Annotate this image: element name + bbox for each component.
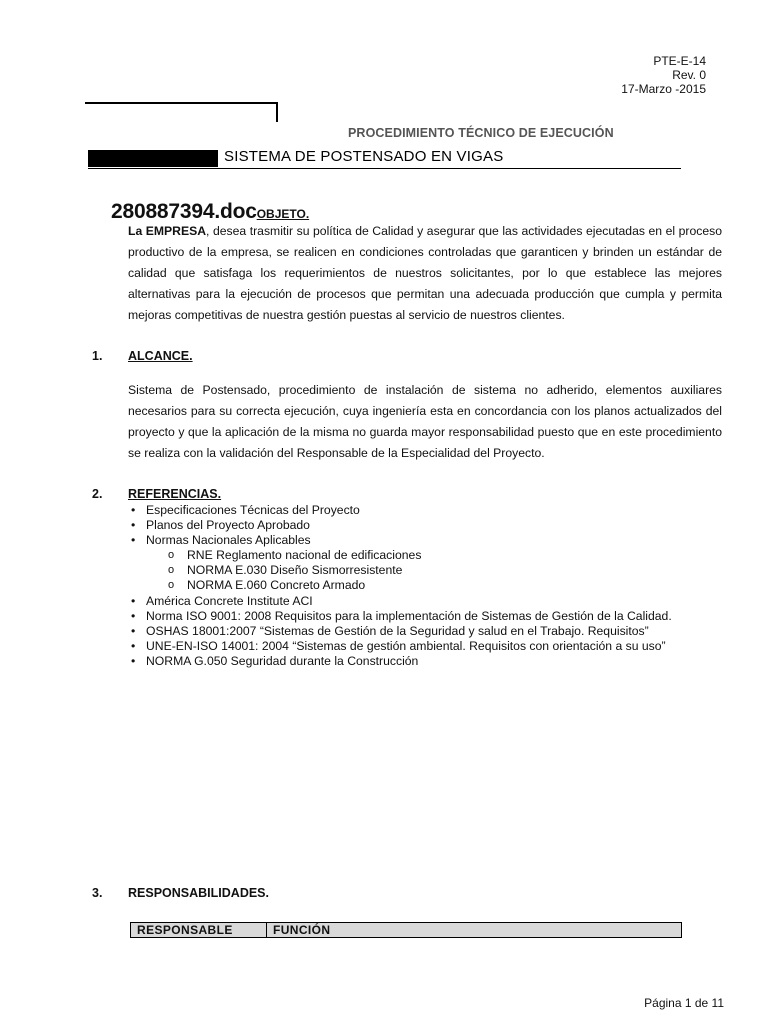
objeto-text: , desea trasmitir su política de Calidad y asegurar que las actividades ejecutadas en el proceso productivo de la empresa, se realicen en condiciones controladas que garanticen y brinden un estándar de calidad que satisfaga los requerimientos de nuestros solicitantes, por lo que establece las mejores alternativas para la ejecución de procesos que permitan una adecuada producción que cumpla y permita mejoras competitivas de nuestra gestión puestas al servicio de nuestros clientes. [128, 224, 722, 322]
system-title: SISTEMA DE POSTENSADO EN VIGAS [224, 148, 504, 165]
bullet-icon: • [131, 624, 136, 638]
sub-list-item: o NORMA E.060 Concreto Armado [168, 578, 366, 592]
sub-list-item: o NORMA E.030 Diseño Sismorresistente [168, 563, 403, 577]
table-header-responsable: RESPONSABLE [131, 923, 267, 937]
table-header-funcion: FUNCIÓN [273, 923, 331, 937]
section-alcance-heading [92, 349, 193, 363]
title-underline [88, 168, 681, 169]
section-title: REFERENCIAS. [128, 487, 222, 501]
alcance-paragraph: Sistema de Postensado, procedimiento de instalación de sistema no adherido, elementos auxiliares necesarios para su correcta ejecución, cuya ingeniería esta en concordancia con los planos actualizados del proyecto y que la aplicación de la misma no guarda mayor responsabilidad puesto que en este procedimiento se realiza con la validación del Responsable de la Especialidad del Proyecto. [128, 383, 722, 460]
hollow-bullet-icon: o [168, 564, 175, 576]
referencias-list [128, 503, 728, 669]
file-name: 280887394.doc [111, 200, 257, 223]
sub-list-item: o RNE Reglamento nacional de edificaciones [168, 548, 422, 562]
responsibilities-table-header [130, 922, 682, 938]
logo-placeholder-bar [88, 150, 218, 167]
bullet-icon: • [131, 503, 136, 517]
bullet-icon: • [131, 518, 136, 532]
list-item: • Norma ISO 9001: 2008 Requisitos para la implementación de Sistemas de Gestión de la Calidad. [131, 609, 672, 623]
hollow-bullet-icon: o [168, 579, 175, 591]
bullet-icon: • [131, 654, 136, 668]
section-number: 1. [92, 349, 103, 363]
section-title: RESPONSABILIDADES. [128, 886, 269, 900]
page-number: Página 1 de 11 [644, 996, 724, 1010]
bullet-icon: • [131, 533, 136, 547]
section-number: 3. [92, 886, 103, 900]
objeto-heading: OBJETO. [256, 207, 310, 221]
list-item: • Especificaciones Técnicas del Proyecto [131, 503, 360, 517]
header-rule [85, 102, 278, 104]
hollow-bullet-icon: o [168, 549, 175, 561]
bullet-icon: • [131, 594, 136, 608]
objeto-paragraph [128, 221, 722, 326]
document-info [621, 54, 706, 96]
list-item: • Planos del Proyecto Aprobado [131, 518, 310, 532]
section-referencias-heading [92, 487, 221, 501]
list-item: • América Concrete Institute ACI [131, 594, 313, 608]
section-title: ALCANCE. [128, 349, 193, 363]
list-item: • OSHAS 18001:2007 “Sistemas de Gestión de la Seguridad y salud en el Trabajo. Requisitos” [131, 624, 649, 638]
section-number: 2. [92, 487, 103, 501]
document-code: PTE-E-14 [653, 54, 706, 68]
list-item: • Normas Nacionales Aplicables [131, 533, 311, 547]
list-item: • UNE-EN-ISO 14001: 2004 “Sistemas de gestión ambiental. Requisitos con orientación a su uso” [131, 639, 666, 653]
list-item: • NORMA G.050 Seguridad durante la Construcción [131, 654, 419, 668]
section-responsabilidades-heading [92, 886, 269, 900]
header-rule-tick [276, 102, 278, 122]
bullet-icon: • [131, 639, 136, 653]
document-revision: Rev. 0 [672, 68, 706, 82]
bullet-icon: • [131, 609, 136, 623]
document-date: 17-Marzo -2015 [621, 82, 706, 96]
company-name: La EMPRESA [128, 224, 207, 238]
procedure-title: PROCEDIMIENTO TÉCNICO DE EJECUCIÓN [348, 126, 614, 140]
